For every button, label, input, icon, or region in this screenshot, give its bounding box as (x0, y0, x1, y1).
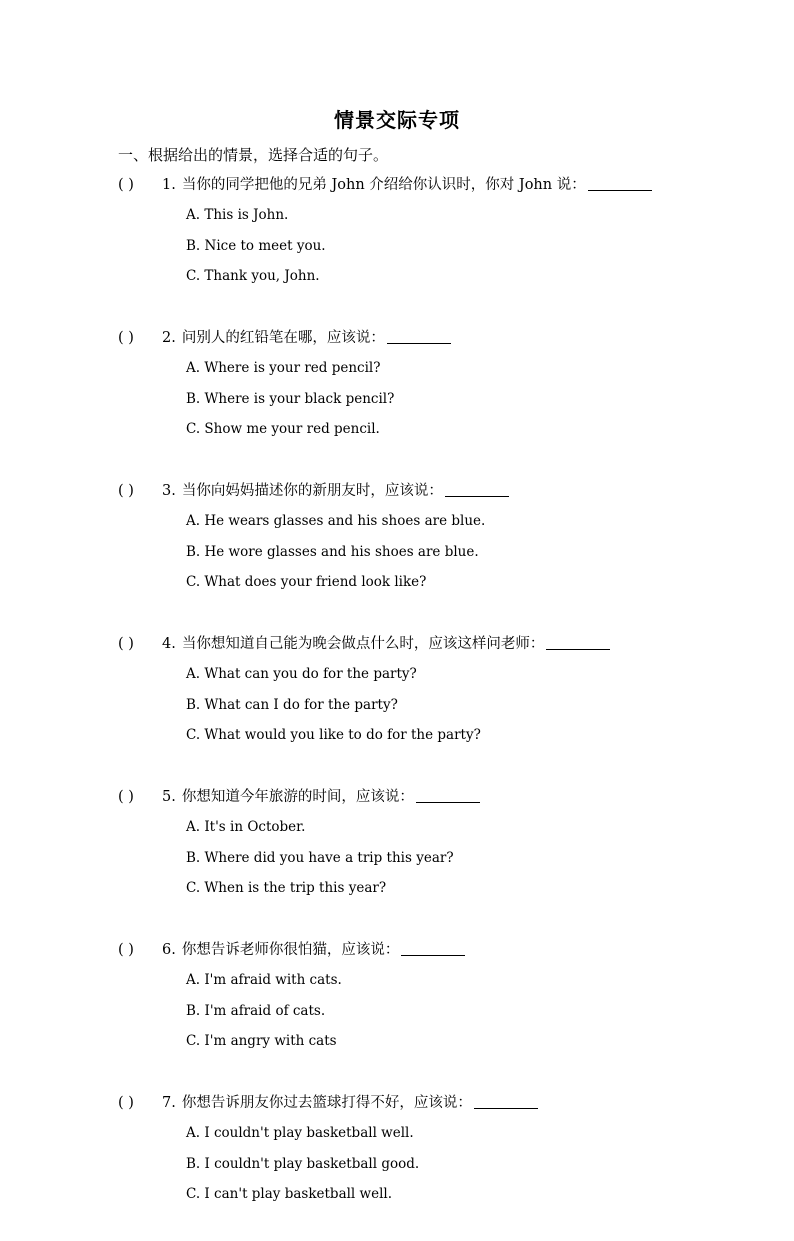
question-stem (118, 170, 652, 200)
answer-parentheses[interactable]: ( ) (118, 330, 134, 346)
question-number: 3. (162, 483, 176, 499)
answer-parentheses[interactable]: ( ) (118, 636, 134, 652)
answer-parentheses[interactable]: ( ) (118, 177, 134, 193)
question-number: 1. (162, 177, 176, 193)
question-item (0, 170, 794, 323)
option-item: A. Where is your red pencil? (186, 360, 381, 376)
option-item: C. What would you like to do for the party? (186, 727, 481, 744)
question-number: 7. (162, 1095, 176, 1111)
question-item (0, 323, 794, 476)
answer-parentheses[interactable]: ( ) (118, 942, 134, 958)
option-item: C. Thank you, John. (186, 268, 320, 285)
option-item: A. I couldn't play basketball well. (186, 1125, 414, 1141)
question-item (0, 782, 794, 935)
option-item: B. Where did you have a trip this year? (186, 849, 454, 866)
answer-blank[interactable] (546, 633, 610, 650)
option-item: A. It's in October. (186, 819, 306, 835)
option-item: B. Nice to meet you. (186, 237, 326, 254)
question-item (0, 476, 794, 629)
question-text: 当你的同学把他的兄弟 John 介绍给你认识时，你对 John 说： (181, 177, 586, 193)
option-list (186, 812, 454, 904)
option-item: A. He wears glasses and his shoes are blue. (186, 513, 486, 529)
answer-blank[interactable] (401, 939, 465, 956)
option-item: B. I couldn't play basketball good. (186, 1155, 420, 1172)
question-number: 4. (162, 636, 176, 652)
question-item (0, 1088, 794, 1241)
option-item: B. I'm afraid of cats. (186, 1002, 326, 1019)
answer-parentheses[interactable]: ( ) (118, 1095, 134, 1111)
answer-blank[interactable] (474, 1092, 538, 1109)
option-list (186, 659, 481, 751)
option-item: C. Show me your red pencil. (186, 421, 380, 438)
option-list (186, 200, 326, 292)
question-text: 你想告诉老师你很怕猫，应该说： (181, 942, 400, 958)
option-item: B. He wore glasses and his shoes are blue. (186, 543, 479, 560)
question-text: 当你向妈妈描述你的新朋友时，应该说： (181, 483, 443, 499)
option-item: C. I can't play basketball well. (186, 1186, 393, 1203)
question-number: 5. (162, 789, 176, 805)
question-text: 你想知道今年旅游的时间，应该说： (181, 789, 414, 805)
option-item: B. Where is your black pencil? (186, 390, 395, 407)
option-list (186, 353, 394, 445)
question-stem (118, 935, 465, 965)
question-text: 你想告诉朋友你过去篮球打得不好，应该说： (181, 1095, 472, 1111)
question-item (0, 629, 794, 782)
question-stem (118, 476, 509, 506)
section-instruction: 一、根据给出的情景，选择合适的句子。 (118, 146, 389, 164)
answer-blank[interactable] (588, 174, 652, 191)
option-list (186, 1118, 419, 1210)
option-item: C. When is the trip this year? (186, 880, 387, 897)
answer-blank[interactable] (387, 327, 451, 344)
option-list (186, 965, 342, 1057)
question-stem (118, 629, 610, 659)
page-title: 情景交际专项 (334, 108, 460, 132)
question-stem (118, 1088, 538, 1118)
option-list (186, 506, 485, 598)
question-item (0, 935, 794, 1088)
question-number: 2. (162, 330, 176, 346)
option-item: A. This is John. (186, 207, 289, 223)
option-item: C. What does your friend look like? (186, 574, 427, 591)
question-text: 问别人的红铅笔在哪，应该说： (181, 330, 385, 346)
question-number: 6. (162, 942, 176, 958)
answer-blank[interactable] (416, 786, 480, 803)
question-stem (118, 782, 480, 812)
option-item: B. What can I do for the party? (186, 696, 398, 713)
answer-parentheses[interactable]: ( ) (118, 483, 134, 499)
question-list (0, 170, 794, 1241)
answer-parentheses[interactable]: ( ) (118, 789, 134, 805)
option-item: C. I'm angry with cats (186, 1033, 337, 1050)
option-item: A. What can you do for the party? (186, 666, 417, 682)
answer-blank[interactable] (445, 480, 509, 497)
question-text: 当你想知道自己能为晚会做点什么时，应该这样问老师： (181, 636, 545, 652)
question-stem (118, 323, 451, 353)
option-item: A. I'm afraid with cats. (186, 972, 342, 988)
